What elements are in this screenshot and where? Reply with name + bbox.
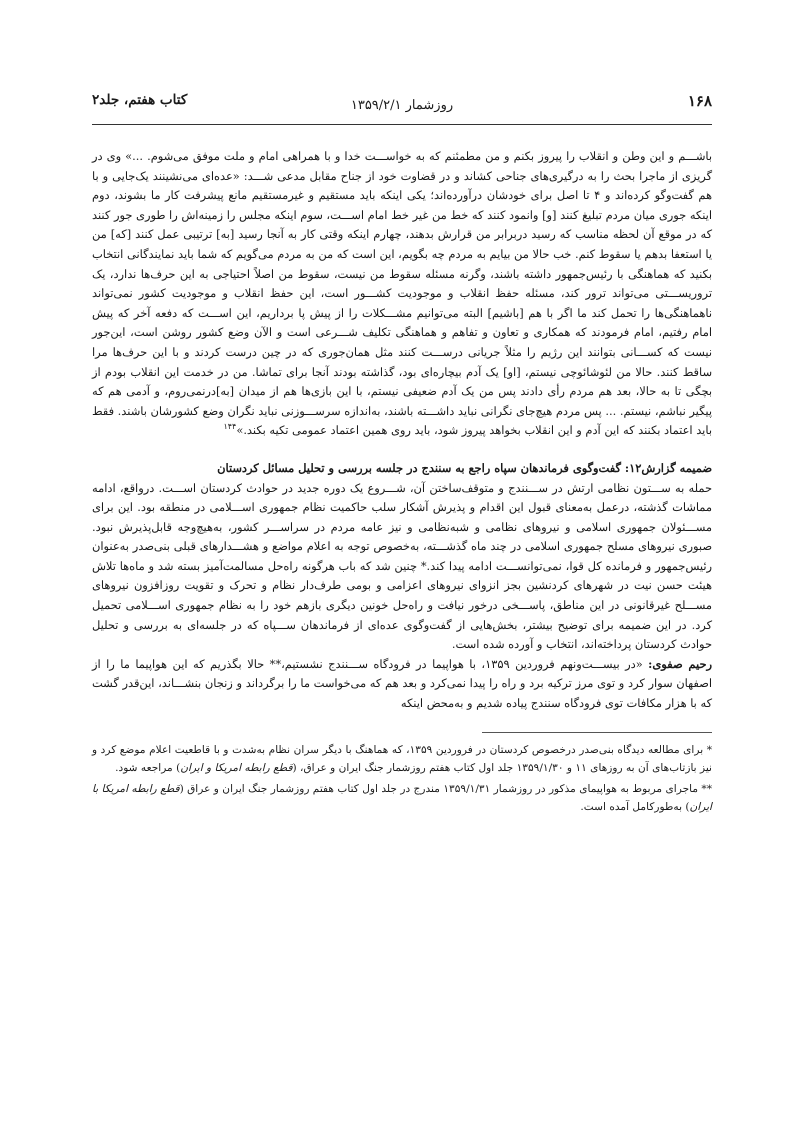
book-title: کتاب هفتم، جلد۲: [92, 92, 188, 108]
footnote-1-italic: قطع رابطه امریکا و ایران: [180, 762, 293, 775]
footnote-rule: [482, 732, 712, 733]
header-rule: [92, 124, 712, 125]
page-number: ۱۶۸: [687, 92, 712, 110]
footnote-2-before: ** ماجرای مربوط به هواپیمای مذکور در روزشمار ۱۳۵۹/۱/۳۱ مندرج در جلد اول کتاب هفتم روزشمار جنگ ایران و عراق (: [179, 782, 712, 795]
section-gap: [92, 441, 712, 459]
footnote-2-italic: قطع رابطه امریکا با ایران: [92, 782, 712, 814]
quote-paragraph-text: باشـــم و این وطن و انقلاب را پیروز بکنم و من مطمئنم که به خواســـت خدا و با همراهی امام و ملت موفق می‌شوم. ...» وی در گریزی از ماجرا بحث را به درگیری‌های جناحی کشاند و در قضاوت خود از جناح مقابل مدعی شـــد: «عده‌ای می‌نشینند یک‌جایی و با هم گفت‌وگو کرده‌اند و ۴ تا اصل برای خودشان درآورده‌اند؛ یکی اینکه باید مستقیم و غیرمستقیم مانع پیشرفت کار ما بشوند، دوم اینکه جوری میان مردم تبلیغ کنند [و] وانمود کنند که خط من غیر خط امام اســـت، سوم اینکه مجلس را زمینه‌اش را طوری جور کنند که در موقع آن لحظه مناسب که رسید دربرابر من قرارش بدهند، چهارم اینکه وقتی کار به آنجا رسید [به] ترتیبی عمل کنند [که] من یا استعفا بدهم یا سقوط کنم. خب حالا من بیایم به مردم چه بگویم، این است که من به مردم می‌گویم که شما باید نمایندگانی انتخاب بکنید که هماهنگی با رئیس‌جمهور داشته باشند، وگرنه مسئله سقوط من نیست، سقوط من اصلاً احتیاجی به این حرف‌ها ندارد، یک تروریســـتی می‌تواند ترور کند، مسئله حفظ انقلاب و موجودیت کشـــور است، این حفظ انقلاب و موجودیت کشور نمی‌تواند ناهماهنگی‌ها را تحمل کند ما اگر با هم [باشیم] البته می‌توانیم مشـــکلات را از پیش پا برداریم، این اســـت که دفعه آخر که پیش امام رفتیم، امام فرمودند که همکاری و تعاون و تفاهم و هماهنگی تکلیف شـــرعی است و الآن وضع کشور روشن است، این‌جور نیست که کســـانی بتوانند این رژیم را مثلاً جریانی درســـت کنند مثل همان‌جوری که در چین درست کردند و با این حرف‌ها مرا ساقط کنند. حالا من لئوشائوچی نیستم، [او] یک آدم بیچاره‌ای بود، گذاشته بودند آنجا برای تماشا. من در خدمت این انقلاب بودم از بچگی تا به حالا، بعد هم مردم رأی دادند پس من یک آدم ضعیفی نیستم، با این بازی‌ها هم از میدان [به]درنمی‌روم، و آدمی هم که پیگیر نباشم، نیستم. ... پس مردم هیچ‌جای نگرانی نباید داشـــته باشند، به‌اندازه سرســـوزنی نباید نگران وضع کشورشان باشند. فقط باید اعتماد بکنند که این آدم و این انقلاب بخواهد پیروز شود، باید روی همین اعتماد عمومی تکیه بکند.»: [92, 149, 712, 438]
footnotes: [92, 741, 712, 817]
annex-title: ضمیمه گزارش۱۲: گفت‌وگوی فرماندهان سپاه راجع به سنندج در جلسه بررسی و تحلیل مسائل کردستان: [217, 460, 712, 475]
footnote-2-after: ) به‌طورکامل آمده است.: [580, 801, 690, 814]
footnote-2: [92, 780, 712, 817]
footnote-ref-144: ۱۴۴: [223, 422, 237, 432]
speaker-paragraph: [92, 655, 712, 714]
annex-paragraph: حمله به ســـتون نظامی ارتش در ســـنندج و متوقف‌ساختن آن، شـــروع یک دوره جدید در حوادث کردستان اســـت. درواقع، ادامه مماشات گذشته، درعمل به‌معنای قبول این اقدام و پذیرش آشکار سلب حاکمیت نظام جمهوری اســـلامی در منطقه بود. این برای مســـئولان جمهوری اسلامی و نیروهای نظامی و شبه‌نظامی و نیز عامه مردم در سراســـر کشور، به‌هیچ‌وجه قابل‌پذیرش نبود. صبوری نیروهای مسلح جمهوری اسلامی در چند ماه گذشـــته، به‌خصوص توجه به اعلام مواضع و هشـــدارهای قبلی بنی‌صدر به‌عنوان رئیس‌جمهور و فرمانده کل قوا، نمی‌توانســـت ادامه پیدا کند.* چنین شد که باب هرگونه راه‌حل مسالمت‌آمیز بسته شد و ماه‌ها تلاش هیئت حسن نیت در شهرهای کردنشین بجز انزوای نیروهای اعزامی و بومی طرف‌دار نظام و تحرک و تقویت روزافزون نیروهای مســـلح غیرقانونی در این مناطق، پاســـخی درخور نیافت و راه‌حل خونین دیگری بازهم خود را به نظام جمهوری اســـلامی تحمیل کرد. در این ضمیمه برای توضیح بیشتر، بخش‌هایی از گفت‌وگوی عده‌ای از فرماندهان ســـپاه که در جلسه‌ای به بررسی و تحلیل حوادث کردستان پرداخته‌اند، انتخاب و آورده شده است.: [92, 480, 712, 652]
speaker-name: رحیم صفوی:: [648, 656, 712, 671]
journal-date: روزشمار ۱۳۵۹/۲/۱: [350, 98, 454, 113]
body-text: [92, 147, 712, 714]
footnote-1: [92, 741, 712, 778]
speaker-text: «در بیســـت‌ونهم فروردین ۱۳۵۹، با هواپیما در فرودگاه ســـنندج نشستیم،** حالا بگذریم که این هواپیما ما را از اصفهان سوار کرد و توی مرز ترکیه برد و راه را پیدا نمی‌کرد و بعد هم که می‌خواست ما را برگرداند و زنجان بنشـــاند، این‌قدر گشت که با هزار مکافات توی فرودگاه سنندج پیاده شدیم و به‌محض اینکه: [92, 656, 712, 711]
quote-paragraph: [92, 147, 712, 441]
book-page: [92, 92, 712, 819]
footnote-1-after: ) مراجعه شود.: [115, 762, 181, 775]
footnote-1-before: * برای مطالعه دیدگاه بنی‌صدر درخصوص کردستان در فروردین ۱۳۵۹، که هماهنگ با دیگر سران نظام به‌شدت و با قاطعیت اعلام موضع کرد و نیز بازتاب‌های آن به روزهای ۱۱ و ۱۳۵۹/۱/۳۰ جلد اول کتاب هفتم روزشمار جنگ ایران و عراق، (: [92, 743, 712, 775]
running-head: [92, 92, 712, 114]
